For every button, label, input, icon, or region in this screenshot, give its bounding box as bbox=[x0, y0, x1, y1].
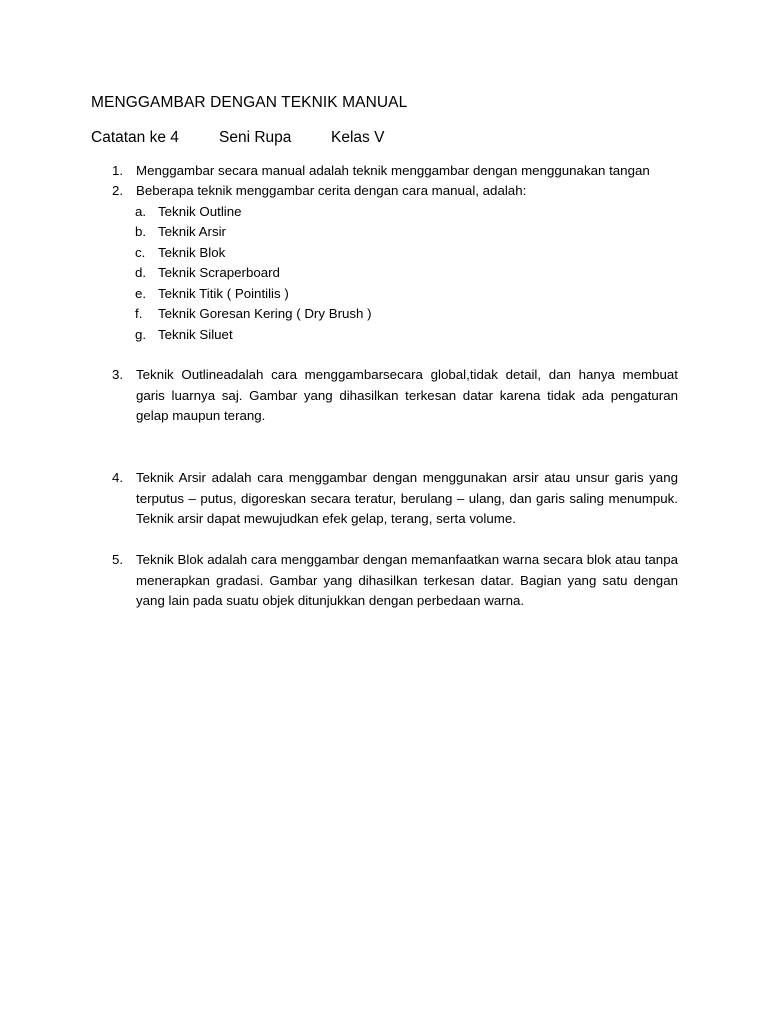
sub-list-letter: a. bbox=[135, 204, 147, 219]
list-item bbox=[112, 550, 678, 612]
list-item-text: Teknik Blok adalah cara menggambar dengan memanfaatkan warna secara blok atau tanpa menerapkan gradasi. Gambar yang dihasilkan terkesan datar. Bagian yang satu dengan yang lain pada suatu objek ditunjukkan dengan perbedaan warna. bbox=[136, 552, 678, 609]
sub-list-letter: b. bbox=[135, 224, 147, 239]
sub-list-item bbox=[135, 243, 225, 264]
list-item-number: 4. bbox=[112, 470, 124, 485]
sub-list-item bbox=[135, 325, 233, 346]
sub-list-text: Teknik Siluet bbox=[158, 327, 233, 342]
list-item-number: 3. bbox=[112, 367, 124, 382]
note-number: Catatan ke 4 bbox=[91, 129, 179, 146]
list-item bbox=[112, 181, 678, 202]
sub-list-letter: f. bbox=[135, 306, 143, 321]
sub-list-text: Teknik Goresan Kering ( Dry Brush ) bbox=[158, 306, 372, 321]
list-item-text: Menggambar secara manual adalah teknik menggambar dengan menggunakan tangan bbox=[136, 163, 650, 178]
list-item bbox=[112, 161, 678, 182]
list-item-text: Beberapa teknik menggambar cerita dengan cara manual, adalah: bbox=[136, 183, 527, 198]
sub-list-letter: d. bbox=[135, 265, 147, 280]
list-item-number: 1. bbox=[112, 163, 124, 178]
sub-list-text: Teknik Blok bbox=[158, 245, 226, 260]
sub-list-item bbox=[135, 304, 372, 325]
list-item bbox=[112, 365, 678, 427]
sub-list-text: Teknik Arsir bbox=[158, 224, 226, 239]
list-item-number: 2. bbox=[112, 183, 124, 198]
sub-list-item bbox=[135, 222, 226, 243]
document-title: MENGGAMBAR DENGAN TEKNIK MANUAL bbox=[91, 94, 408, 111]
sub-list-text: Teknik Outline bbox=[158, 204, 242, 219]
sub-list-item bbox=[135, 202, 242, 223]
list-item-text: Teknik Arsir adalah cara menggambar dengan menggunakan arsir atau unsur garis yang terputus – putus, digoreskan secara teratur, berulang – ulang, dan garis saling menumpuk. Teknik arsir dapat mewujudkan efek gelap, terang, serta volume. bbox=[136, 470, 678, 527]
sub-list-text: Teknik Titik ( Pointilis ) bbox=[158, 286, 289, 301]
sub-list-item bbox=[135, 263, 280, 284]
class-label: Kelas V bbox=[331, 129, 385, 146]
sub-list-letter: g. bbox=[135, 327, 147, 342]
sub-list-item bbox=[135, 284, 289, 305]
list-item-text: Teknik Outlineadalah cara menggambarsecara global,tidak detail, dan hanya membuat garis luarnya saj. Gambar yang dihasilkan terkesan datar karena tidak ada pengaturan gelap maupun terang. bbox=[136, 367, 678, 424]
list-item bbox=[112, 468, 678, 530]
sub-list-letter: e. bbox=[135, 286, 147, 301]
sub-list-text: Teknik Scraperboard bbox=[158, 265, 280, 280]
subject-label: Seni Rupa bbox=[219, 129, 292, 146]
sub-list-letter: c. bbox=[135, 245, 146, 260]
list-item-number: 5. bbox=[112, 552, 124, 567]
